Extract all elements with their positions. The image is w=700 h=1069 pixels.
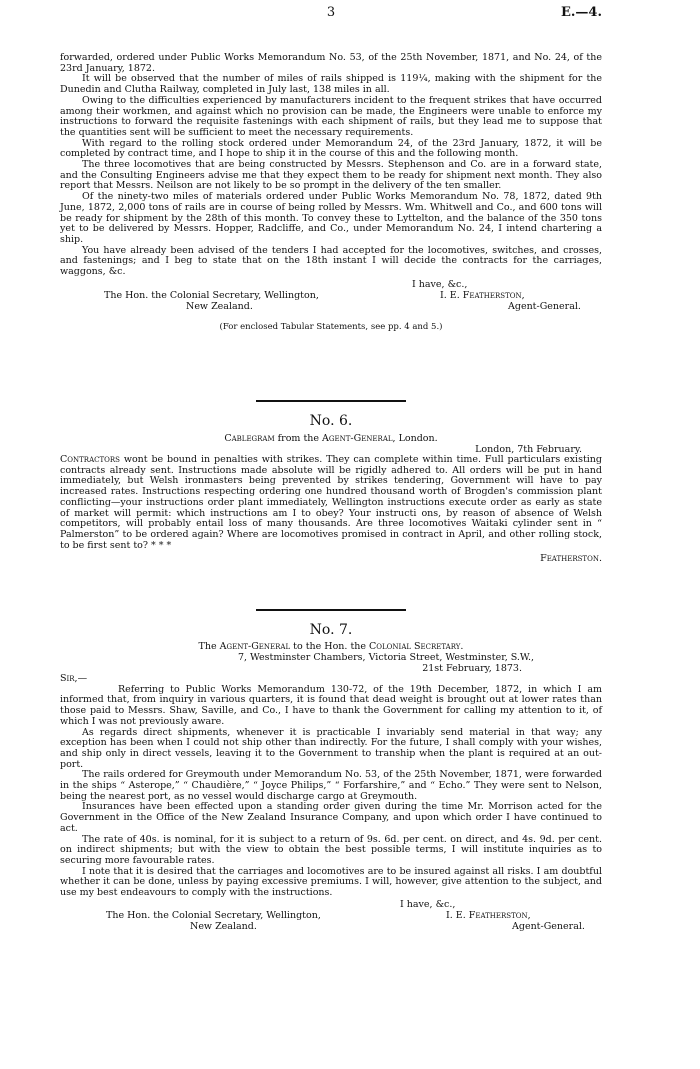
signer-title: Agent-General. xyxy=(508,300,581,312)
body-text: wont be bound in penalties with strikes. They can complete within time. Full particulars existing contracts already sent. Instructions made absolute will be rigidly adhered to. All orders will be put in hand immediately, but Welsh ironmasters being prevented by strikes tendering, Government will have to pay increased rates. Instructions respecting ordering one hundred thousand worth of Brogden's commission plant conflicting—your instructions order plant immediately, Wellington instructions execute order as early as state of market will permit: which instructions am I to obey? Your instructi ons, by reason of absence of Welsh competitors, will probably entail loss of many thousands. Are three locomotives Waitaki cylinder sent in “ Palmerston” to be ordered again? Where are locomotives promised in contract in April, and other rolling stock, to be first sent to? * * * xyxy=(60,454,602,551)
heading-sender: Agent-General xyxy=(322,433,393,444)
heading-recipient: Colonial Secretary xyxy=(369,641,461,652)
paragraph xyxy=(60,455,602,551)
signer-name: I. E. Featherston, xyxy=(446,909,531,921)
heading-connector: from the xyxy=(274,433,323,444)
section-divider xyxy=(256,400,406,402)
signature-block xyxy=(60,899,602,939)
page-header xyxy=(60,5,602,25)
paragraph: I note that it is desired that the carriages and locomotives are to be insured against all risks. I am doubtful whether it can be done, unless by paying excessive premiums. I will, however, give attention to the subject, and use my best endeavours to comply with the instructions. xyxy=(60,865,602,899)
paragraph: Owing to the difficulties experienced by manufacturers incident to the frequent strikes that have occurred among their workmen, and against which no provision can be made, the Engineers were unable to enforce my instructions to forward the requisite fastenings with each shipment of rails, but they lead me to suppose that the quantities sent will be sufficient to meet the necessary requirements. xyxy=(60,94,602,138)
paragraph: Referring to Public Works Memorandum 130-72, of the 19th December, 1872, in which I am informed that, from inquiry in various quarters, it is found that dead weight is brought out at lower rates than those paid to Messrs. Shaw, Saville, and Co., I have to thank the Government for calling my attention to it, of which I was not previously aware. xyxy=(60,683,602,727)
date-line: 21st February, 1873. xyxy=(422,663,522,674)
paragraph: forwarded, ordered under Public Works Memorandum No. 53, of the 25th November, 1871, and No. 24, of the 23rd January, 1872. xyxy=(60,52,602,74)
addressee-line: The Hon. the Colonial Secretary, Wellington, xyxy=(104,289,319,301)
paragraph: The three locomotives that are being constructed by Messrs. Stephenson and Co. are in a forward state, and the Consulting Engineers advise me that they expect them to be ready for shipment next month. They also report that Messrs. Neilson are not likely to be so prompt in the delivery of the ten smaller. xyxy=(60,159,602,192)
cablegram-body xyxy=(60,455,602,551)
heading-sender: Agent-General xyxy=(219,641,291,652)
section-divider xyxy=(256,609,406,611)
paragraph: The rate of 40s. is nominal, for it is subject to a return of 9s. 6d. per cent. on direct, and 4s. 9d. per cent. on indirect shipments; but with the view to obtain the best possible terms, I will institute inquiries as to securing more favourable rates. xyxy=(60,833,602,866)
document-reference: E.—4. xyxy=(560,5,602,20)
lead-word: Contractors xyxy=(60,454,120,465)
letter-body xyxy=(60,685,602,899)
closing: I have, &c., xyxy=(412,278,468,290)
heading-prefix: Cablegram xyxy=(224,433,275,444)
closing: I have, &c., xyxy=(400,898,456,910)
date-line: London, 7th February. xyxy=(475,444,582,455)
paragraph: Insurances have been effected upon a standing order given during the time Mr. Morrison acted for the Government in the Office of the New Zealand Insurance Company, and upon which order I have continued to act. xyxy=(60,801,602,834)
section-continuation xyxy=(60,53,602,332)
addressee-line: New Zealand. xyxy=(190,920,257,932)
letter-body xyxy=(60,53,602,278)
section-number: No. 7. xyxy=(309,622,353,638)
heading-connector: to the Hon. the xyxy=(290,641,370,652)
salutation: Sir,— xyxy=(60,673,88,684)
signer-name: I. E. Featherston, xyxy=(440,289,525,301)
paragraph: It will be observed that the number of miles of rails shipped is 119¼, making with the shipment for the Dunedin and Clutha Railway, completed in July last, 138 miles in all. xyxy=(60,73,602,96)
section-heading xyxy=(60,641,602,652)
enclosure-note: (For enclosed Tabular Statements, see pp. 4 and 5.) xyxy=(219,321,443,332)
signer-title: Agent-General. xyxy=(512,920,585,932)
heading-prefix: The xyxy=(198,641,220,652)
paragraph: As regards direct shipments, whenever it is practicable I invariably send material in that way; any exception has been when I could not ship other than indirectly. For the future, I shall comply with your wishes, and ship only in direct vessels, leaving it to the Government to tranship when the plant is required at an out-port. xyxy=(60,726,602,770)
section-no-6 xyxy=(60,413,602,564)
section-no-7 xyxy=(60,622,602,939)
paragraph: You have already been advised of the tenders I had accepted for the locomotives, switches, and crosses, and fastenings; and I beg to state that on the 18th instant I will decide the contracts for the carriages, waggons, &c. xyxy=(60,244,602,278)
page-number: 3 xyxy=(326,5,336,20)
address-line: 7, Westminster Chambers, Victoria Street, Westminster, S.W., xyxy=(237,652,535,663)
heading-suffix: , London. xyxy=(392,433,438,444)
paragraph: With regard to the rolling stock ordered under Memorandum 24, of the 23rd January, 1872, it will be completed by contract time, and I hope to ship it in the course of this and the following month. xyxy=(60,137,602,160)
addressee-line: The Hon. the Colonial Secretary, Wellington, xyxy=(106,909,321,921)
paragraph: Of the ninety-two miles of materials ordered under Public Works Memorandum No. 78, 1872, dated 9th June, 1872, 2,000 tons of rails are in course of being rolled by Messrs. Wm. Whitwell and Co., and 600 tons will be ready for shipment by the 28th of this month. To convey these to Lyttelton, and the balance of the 350 tons yet to be delivered by Messrs. Hopper, Radcliffe, and Co., under Memorandum No. 24, I intend chartering a ship. xyxy=(60,191,602,245)
paragraph: The rails ordered for Greymouth under Memorandum No. 53, of the 25th November, 1871, were forwarded in the ships “ Asterope,” “ Chaudière,” “ Joyce Philips,” “ Forfarshire,” and “ Echo.” They were sent to Nelson, being the nearest port, as no vessel would discharge cargo at Greymouth. xyxy=(60,769,602,802)
section-number: No. 6. xyxy=(309,413,353,429)
signature-block xyxy=(60,278,602,318)
addressee-line: New Zealand. xyxy=(186,300,253,312)
section-heading xyxy=(60,433,602,444)
heading-suffix: . xyxy=(460,641,464,652)
signature: Featherston. xyxy=(540,553,602,565)
